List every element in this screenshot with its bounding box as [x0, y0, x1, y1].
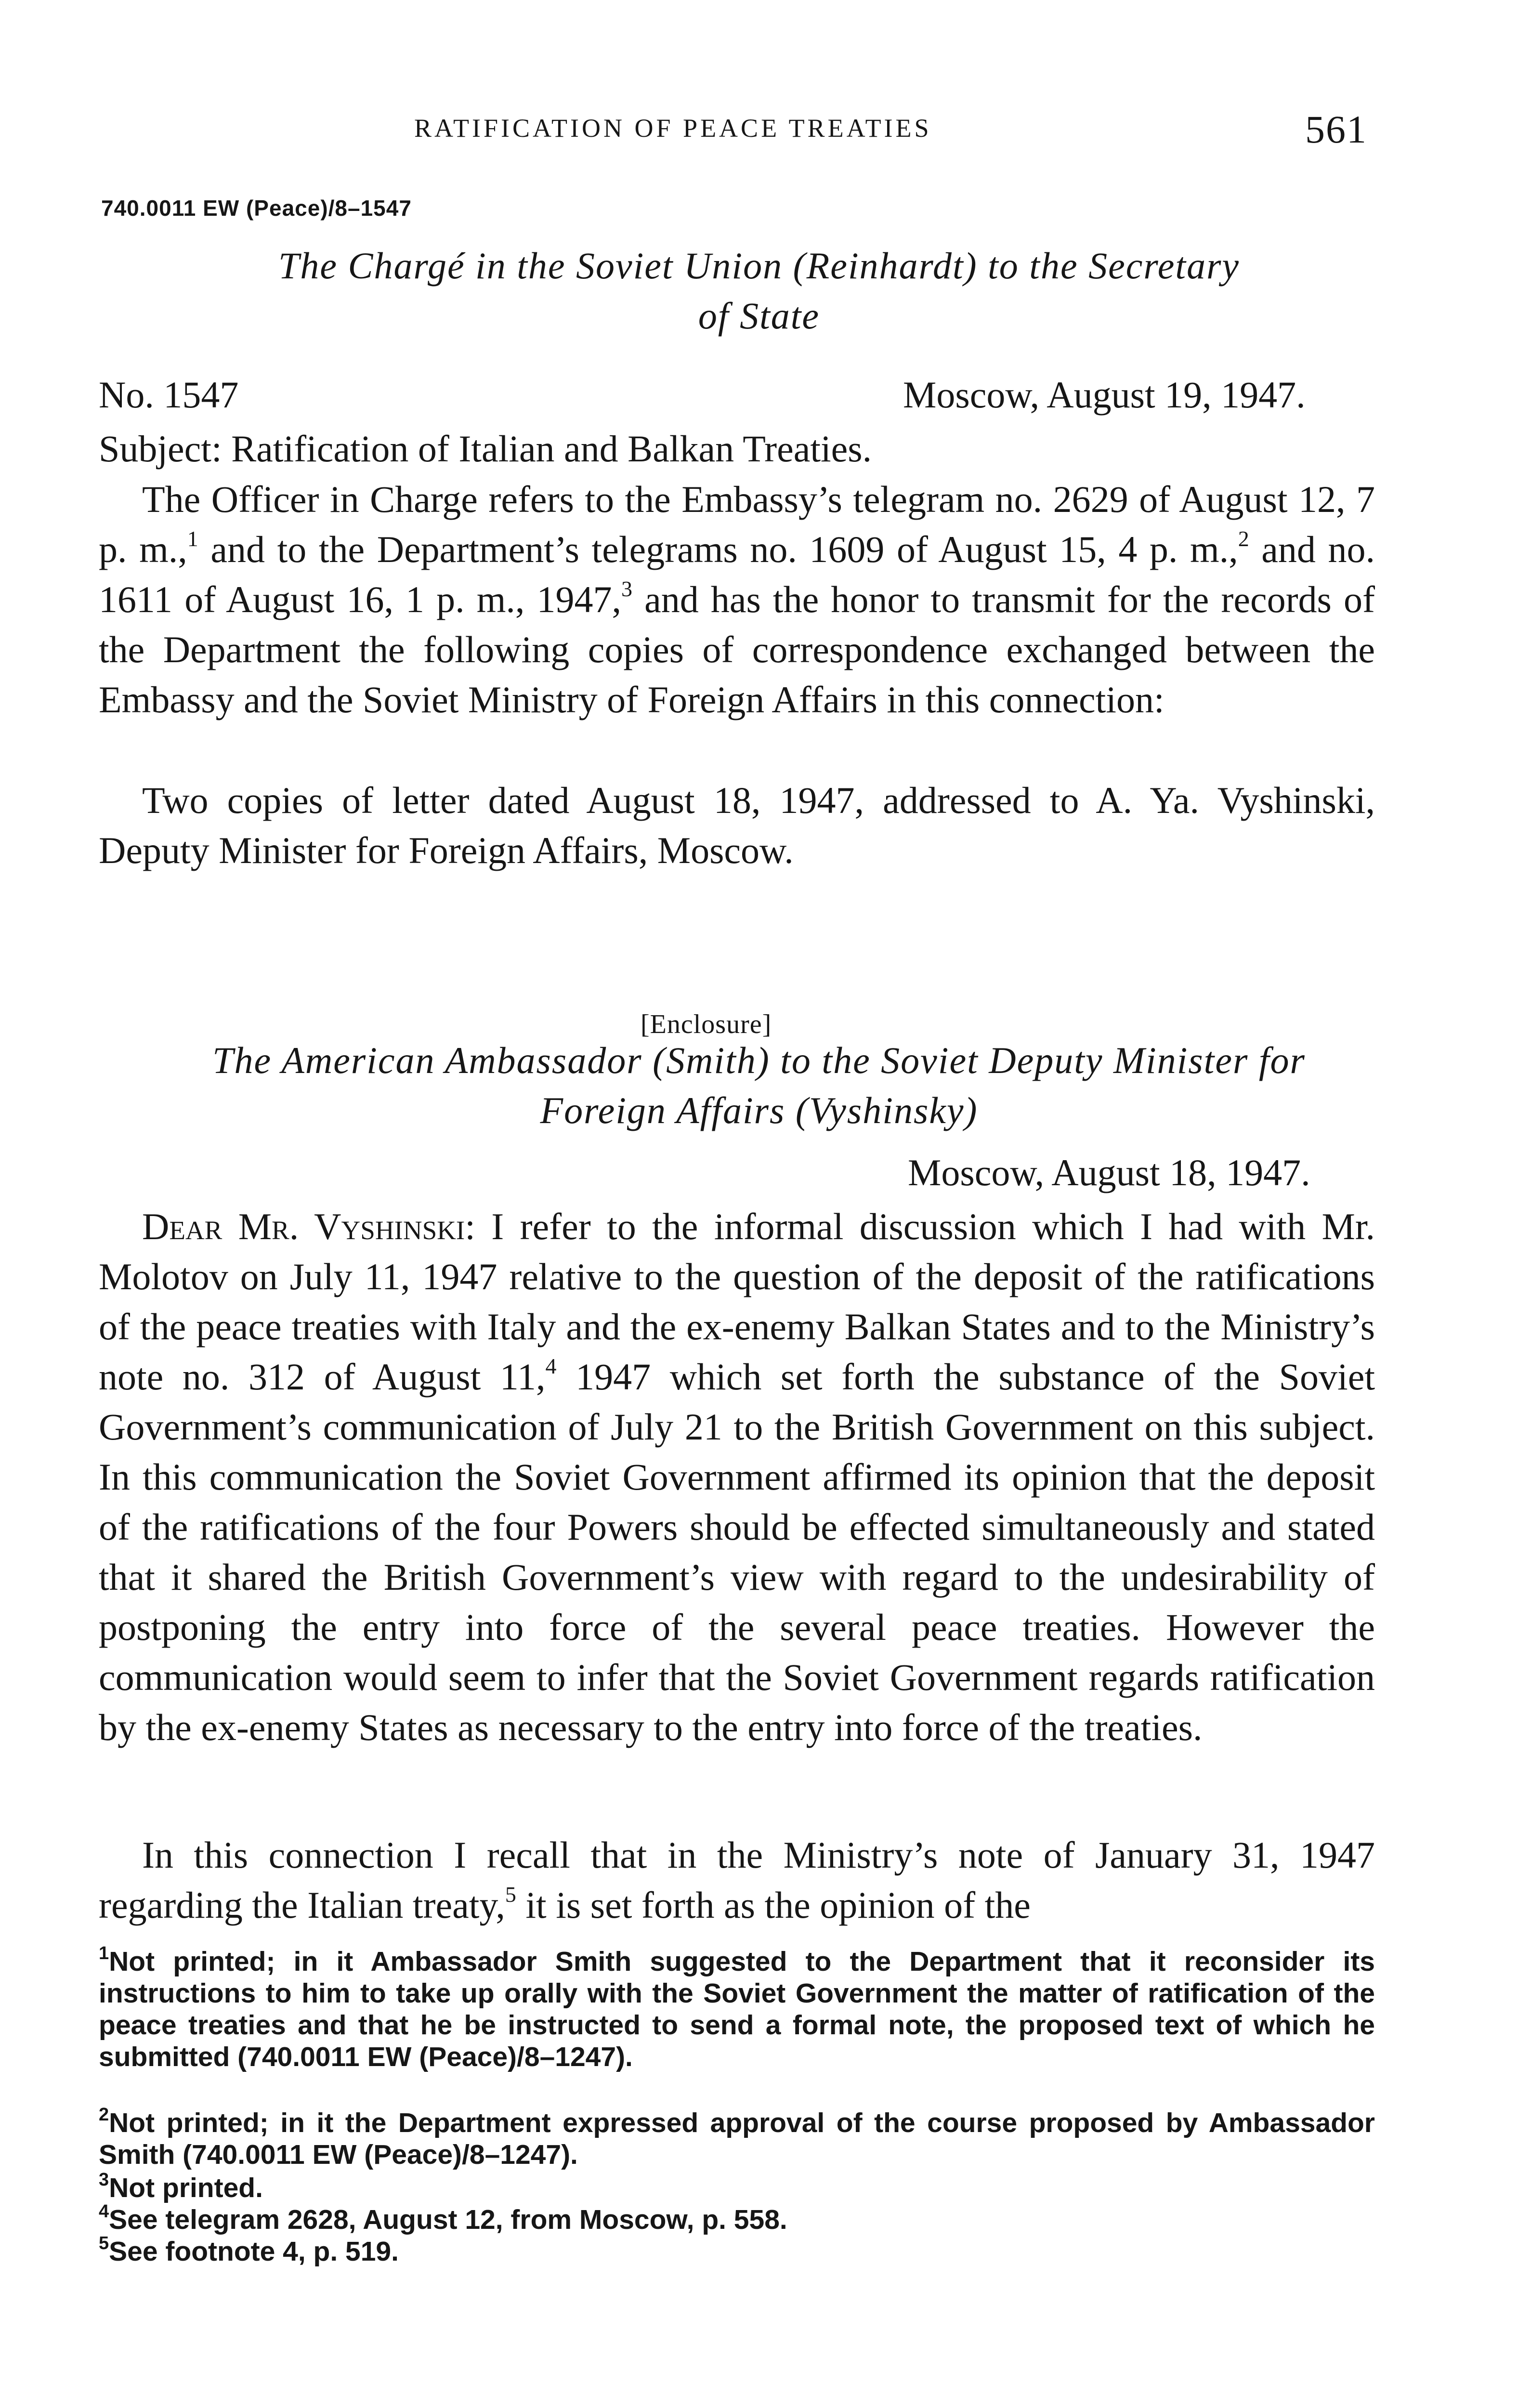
document-number: No. 1547 [99, 374, 239, 416]
page-number: 561 [1305, 107, 1367, 151]
running-header: RATIFICATION OF PEACE TREATIES [414, 114, 932, 143]
document-title-line2: of State [698, 295, 820, 337]
subject-line [99, 424, 1375, 474]
footnote-ref-5: 5 [505, 1882, 516, 1907]
enclosure-title [96, 1035, 1422, 1136]
subject-label: Subject: [99, 428, 222, 470]
footnote-3: $^3$Not printed. [99, 2170, 263, 2203]
body-paragraph-2: Two copies of letter dated August 18, 1947, addressed to A. Ya. Vyshinski, Deputy Minister for Foreign Affairs, Moscow. [99, 779, 1375, 871]
footnote-ref-3: 3 [621, 576, 633, 601]
body-paragraph-1: The Officer in Charge refers to the Embassy’s telegram no. 2629 of August 12, 7 p. m.,$^1$ and to the Department’s telegrams no. 1609 of August 15, 4 p. m.,$^2$ and no. 1611 of August 16, 1 p. m., 1947,$^3$ and has the honor to transmit for the records of the Department the following copies of correspondence exchanged between the Embassy and the Soviet Ministry of Foreign Affairs in this connection: [99, 478, 1375, 720]
document-title [96, 241, 1422, 341]
footnote-1: $^1$Not printed; in it Ambassador Smith suggested to the Department that it reconsider its instructions to him to take up orally with the Soviet Government the matter of ratification of the peace treaties and that he be instructed to send a formal note, the proposed text of which he submitted (740.0011 EW (Peace)/8–1247). [99, 1943, 1375, 2072]
enclosure-label: [Enclosure] [641, 1009, 772, 1039]
footnote-ref-1: 1 [187, 526, 198, 551]
letter-paragraph-1: Dear Mr. Vyshinski: I refer to the informal discussion which I had with Mr. Molotov on July 11, 1947 relative to the question of the deposit of the ratifications of the peace treaties with Italy and the ex-enemy Balkan States and to the Ministry’s note no. 312 of August 11,$^4$ 1947 which set forth the substance of the Soviet Government’s communication of July 21 to the British Government on this subject. In this communication the Soviet Government affirmed its opinion that the deposit of the ratifications of the four Powers should be effected simultaneously and stated that it shared the British Government’s view with regard to the undesirability of postponing the entry into force of the several peace treaties. However the communication would seem to infer that the Soviet Government regards ratification by the ex-enemy States as necessary to the entry into force of the treaties. [99, 1205, 1375, 1748]
letter-paragraph-2: In this connection I recall that in the Ministry’s note of January 31, 1947 regarding the Italian treaty,$^5$ it is set forth as the opinion of the [99, 1834, 1375, 1926]
enclosure-title-line1: The American Ambassador (Smith) to the Soviet Deputy Minister for [212, 1039, 1306, 1081]
footnote-ref-2: 2 [1238, 526, 1249, 551]
salutation: Dear Mr. Vyshinski: [142, 1205, 475, 1247]
enclosure-title-line2: Foreign Affairs (Vyshinsky) [540, 1089, 978, 1131]
footnote-ref-4: 4 [545, 1354, 557, 1378]
file-number: 740.0011 EW (Peace)/8–1547 [101, 196, 412, 221]
footnote-2: $^2$Not printed; in it the Department expressed approval of the course proposed by Ambassador Smith (740.0011 EW (Peace)/8–1247). [99, 2105, 1375, 2170]
document-title-line1: The Chargé in the Soviet Union (Reinhardt) to the Secretary [278, 245, 1240, 287]
footnote-5: $^5$See footnote 4, p. 519. [99, 2233, 399, 2267]
enclosure-place-date: Moscow, August 18, 1947. [908, 1152, 1310, 1193]
subject-text: Ratification of Italian and Balkan Treaties. [231, 428, 872, 470]
document-place-date: Moscow, August 19, 1947. [903, 374, 1306, 416]
footnote-4: $^4$See telegram 2628, August 12, from Moscow, p. 558. [99, 2201, 787, 2235]
